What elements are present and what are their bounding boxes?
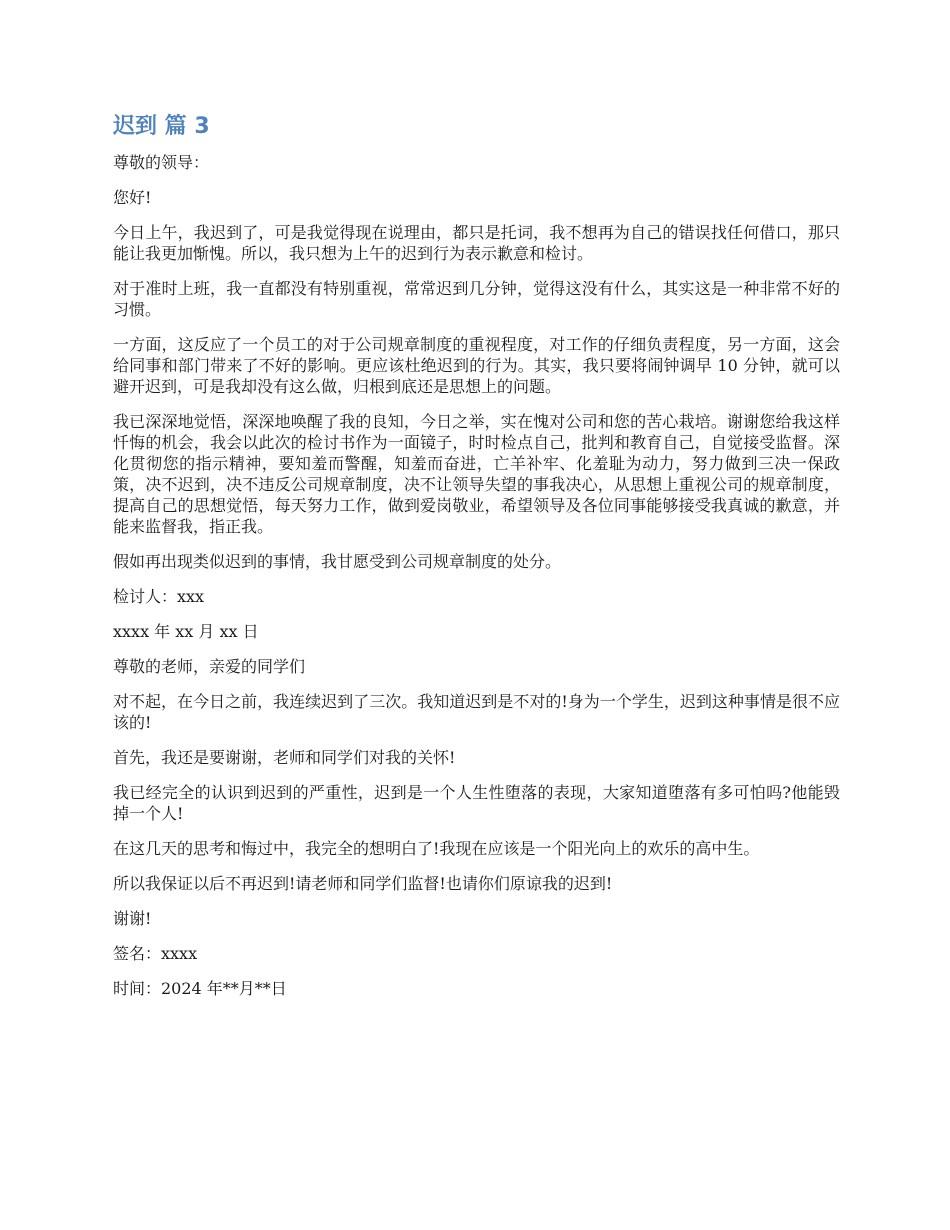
paragraph: 一方面，这反应了一个员工的对于公司规章制度的重视程度，对工作的仔细负责程度，另一方面，这会给同事和部门带来了不好的影响。更应该杜绝迟到的行为。其实，我只要将闹钟调早 10 分钟，就可以避开迟到，可是我却没有这么做，归根到底还是思想上的问题。 [113,335,840,396]
signer-line: 检讨人：xxx [113,587,205,606]
thanks-line: 谢谢! [113,909,152,928]
paragraph: 我已经完全的认识到迟到的严重性，迟到是一个人生性堕落的表现，大家知道堕落有多可怕吗?他能毁掉一个人! [113,783,840,823]
date-line: xxxx 年 xx 月 xx 日 [113,622,259,641]
paragraph: 首先，我还是要谢谢，老师和同学们对我的关怀! [113,748,456,767]
salutation-teachers: 尊敬的老师，亲爱的同学们 [113,657,306,676]
paragraph: 今日上午，我迟到了，可是我觉得现在说理由，都只是托词，我不想再为自己的错误找任何借口，那只能让我更加惭愧。所以，我只想为上午的迟到行为表示歉意和检讨。 [113,223,840,263]
document-page [113,112,840,1013]
paragraph: 假如再出现类似迟到的事情，我甘愿受到公司规章制度的处分。 [113,552,562,571]
paragraph: 所以我保证以后不再迟到!请老师和同学们监督!也请你们原谅我的迟到! [113,874,613,893]
greeting: 您好! [113,188,152,207]
signature-line: 签名：xxxx [113,944,198,963]
paragraph: 对于准时上班，我一直都没有特别重视，常常迟到几分钟，觉得这没有什么，其实这是一种非常不好的习惯。 [113,279,840,319]
paragraph: 对不起，在今日之前，我连续迟到了三次。我知道迟到是不对的!身为一个学生，迟到这种事情是很不应该的! [113,692,840,732]
document-title: 迟到 篇 3 [113,114,210,139]
paragraph: 我已深深地觉悟，深深地唤醒了我的良知，今日之举，实在愧对公司和您的苦心栽培。谢谢您给我这样忏悔的机会，我会以此次的检讨书作为一面镜子，时时检点自己，批判和教育自己，自觉接受监督。深化贯彻您的指示精神，要知羞而警醒，知羞而奋进，亡羊补牢、化羞耻为动力，努力做到三决一保政策，决不迟到，决不违反公司规章制度，决不让领导失望的事我决心，从思想上重视公司的规章制度，提高自己的思想觉悟，每天努力工作，做到爱岗敬业，希望领导及各位同事能够接受我真诚的歉意，并能来监督我，指正我。 [113,412,840,536]
salutation-leader: 尊敬的领导： [113,153,210,172]
paragraph: 在这几天的思考和悔过中，我完全的想明白了!我现在应该是一个阳光向上的欢乐的高中生。 [113,839,760,858]
time-line: 时间：2024 年**月**日 [113,979,287,998]
